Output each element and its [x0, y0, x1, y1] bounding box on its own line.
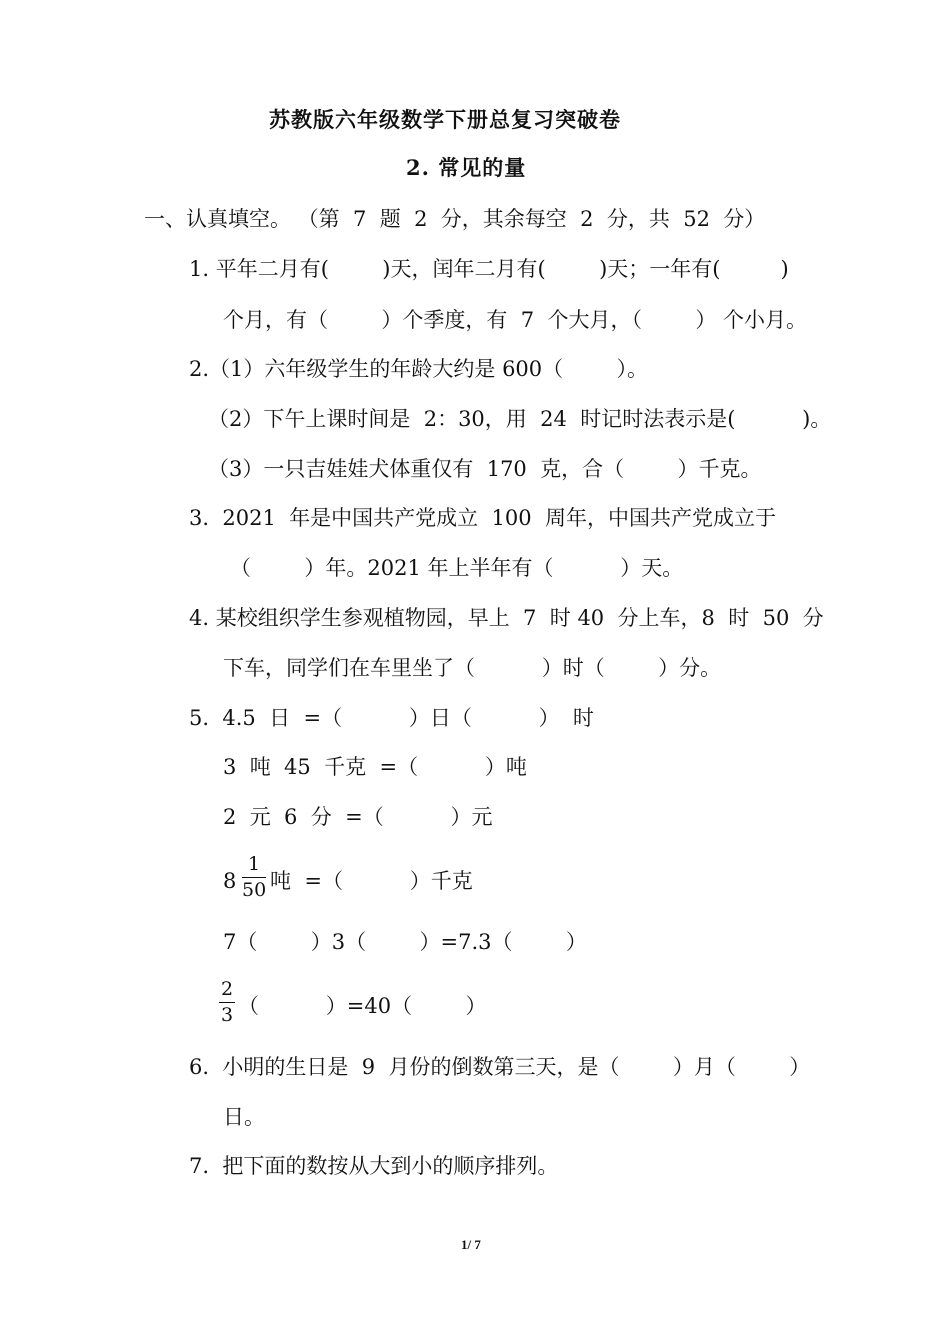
question-3-line-1: 3. 2021 年是中国共产党成立 100 周年，中国共产党成立于: [189, 506, 776, 530]
fraction-denominator: 50: [242, 879, 267, 901]
question-2-line-2: （2）下午上课时间是 2：30，用 24 时记时法表示是( )。: [208, 407, 832, 431]
question-4-line-2: 下车，同学们在车里坐了（ ）时（ ）分。: [223, 656, 722, 680]
fraction-numerator: 2: [219, 980, 235, 1003]
question-2-line-3: （3）一只吉娃娃犬体重仅有 170 克，合（ ）千克。: [208, 457, 762, 481]
question-1-line-2: 个月，有（ ）个季度，有 7 个大月，（ ） 个小月。: [223, 308, 808, 332]
page-number: 1/ 7: [461, 1237, 481, 1252]
question-5-line-5: 7（ ）3（ ）=7.3（ ）: [223, 930, 587, 954]
question-7-line-1: 7. 把下面的数按从大到小的顺序排列。: [189, 1154, 559, 1178]
question-5-line-2: 3 吨 45 千克 =（ ）吨: [223, 755, 527, 779]
question-3-line-2: （ ）年。2021 年上半年有（ ）天。: [230, 556, 684, 580]
question-5-line-1: 5. 4.5 日 =（ ）日（ ） 时: [189, 706, 594, 730]
question-1-line-1: 1. 平年二月有( )天，闰年二月有( )天；一年有( ): [189, 257, 789, 281]
fraction-denominator: 3: [221, 1004, 234, 1026]
question-6-line-1: 6. 小明的生日是 9 月份的倒数第三天，是（ ）月（ ）: [189, 1055, 811, 1079]
question-4-line-1: 4. 某校组织学生参观植物园，早上 7 时 40 分上车，8 时 50 分: [189, 606, 824, 630]
mixed-number-whole: 8: [223, 869, 237, 893]
fraction-two-thirds: [219, 980, 235, 1025]
question-5-line-6-rest: （ ）=40（ ）: [238, 994, 487, 1018]
question-5-line-4-rest: 吨 =（ ）千克: [270, 869, 473, 893]
fraction-one-fiftieth: [242, 855, 266, 900]
question-5-line-3: 2 元 6 分 =（ ）元: [223, 805, 493, 829]
question-6-line-2: 日。: [223, 1105, 265, 1129]
fraction-numerator: 1: [242, 855, 266, 878]
section-subtitle: 2. 常见的量: [406, 155, 527, 180]
page-title: 苏教版六年级数学下册总复习突破卷: [269, 107, 621, 132]
question-2-line-1: 2.（1）六年级学生的年龄大约是 600（ ）。: [189, 357, 649, 381]
section-heading-fill-in: 一、认真填空。 （第 7 题 2 分，其余每空 2 分，共 52 分）: [144, 207, 766, 231]
